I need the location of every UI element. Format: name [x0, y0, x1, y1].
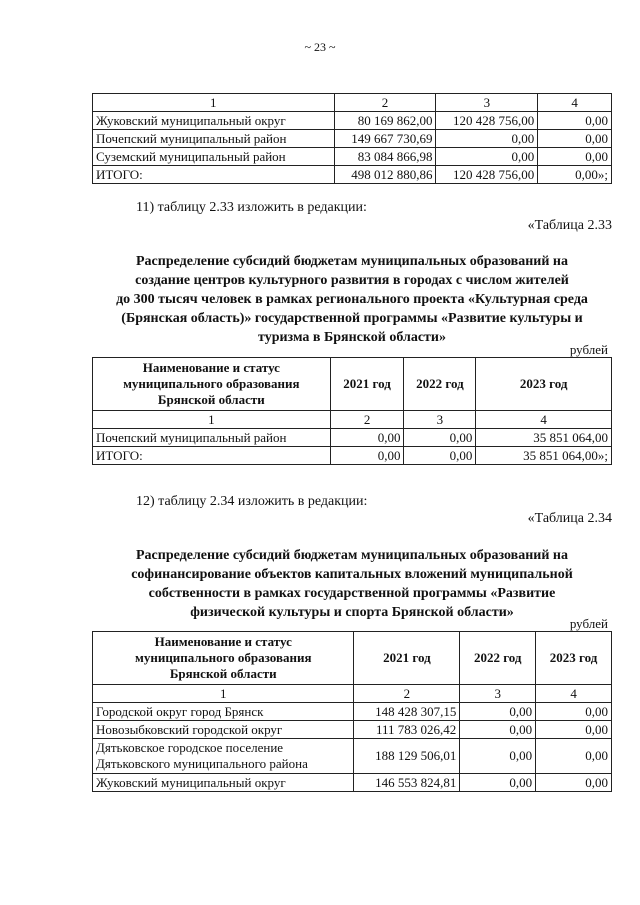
cell-name: ИТОГО: [93, 447, 331, 465]
title-line: софинансирование объектов капитальных вложений муниципальной [131, 567, 573, 582]
col-number: 1 [93, 411, 331, 429]
table-2-33 [92, 357, 612, 465]
header-2023: 2023 год [536, 632, 612, 685]
table-number-row [93, 411, 612, 429]
cell-value: 0,00 [436, 130, 538, 148]
cell-value: 0,00 [460, 721, 536, 739]
cell-value: 146 553 824,81 [354, 774, 460, 792]
table-number-row [93, 685, 612, 703]
table-total-row [93, 447, 612, 465]
table-row [93, 739, 612, 774]
cell-value: 120 428 756,00 [436, 112, 538, 130]
col-number: 3 [404, 411, 476, 429]
table-row [93, 148, 612, 166]
title-line: до 300 тысяч человек в рамках регионального проекта «Культурная среда [116, 292, 588, 307]
header-name: Наименование и статус муниципального образования Брянской области [93, 632, 354, 685]
cell-value: 0,00 [460, 774, 536, 792]
cell-name: Дятьковское городское поселение Дятьковского муниципального района [93, 739, 354, 774]
header-name: Наименование и статус муниципального образования Брянской области [93, 358, 331, 411]
cell-value: 0,00 [330, 429, 404, 447]
title-line: туризма в Брянской области» [258, 330, 446, 345]
header-2023: 2023 год [476, 358, 612, 411]
table-header-row [93, 358, 612, 411]
col-number: 1 [93, 94, 335, 112]
paragraph-item-12: 12) таблицу 2.34 изложить в редакции: [136, 494, 368, 509]
table-row [93, 130, 612, 148]
table-reference-2-34: «Таблица 2.34 [527, 511, 612, 526]
cell-value: 35 851 064,00»; [476, 447, 612, 465]
cell-value: 35 851 064,00 [476, 429, 612, 447]
title-line: физической культуры и спорта Брянской области» [190, 605, 514, 620]
cell-value: 498 012 880,86 [334, 166, 436, 184]
table-row [93, 429, 612, 447]
cell-name: Новозыбковский городской округ [93, 721, 354, 739]
cell-value: 0,00 [330, 447, 404, 465]
title-line: (Брянская область)» государственной программы «Развитие культуры и [121, 311, 583, 326]
cell-value: 0,00 [460, 703, 536, 721]
col-number: 2 [354, 685, 460, 703]
table-row [93, 703, 612, 721]
title-line: Распределение субсидий бюджетам муниципальных образований на [136, 548, 568, 563]
cell-value: 0,00 [538, 130, 612, 148]
cell-value: 0,00 [404, 429, 476, 447]
title-line: создание центров культурного развития в городах с числом жителей [135, 273, 569, 288]
title-line: собственности в рамках государственной программы «Развитие [148, 586, 556, 601]
cell-value: 83 084 866,98 [334, 148, 436, 166]
table-row [93, 721, 612, 739]
table-continuation [92, 93, 612, 184]
col-number: 2 [334, 94, 436, 112]
cell-name: Почепский муниципальный район [93, 130, 335, 148]
header-2021: 2021 год [330, 358, 404, 411]
cell-value: 0,00 [460, 739, 536, 774]
cell-value: 0,00 [404, 447, 476, 465]
cell-value: 0,00 [436, 148, 538, 166]
header-2022: 2022 год [460, 632, 536, 685]
cell-name: Жуковский муниципальный округ [93, 112, 335, 130]
table-title-2-34 [92, 546, 612, 622]
cell-name: ИТОГО: [93, 166, 335, 184]
col-number: 4 [476, 411, 612, 429]
table-total-row [93, 166, 612, 184]
unit-label: рублей [569, 342, 608, 357]
cell-value: 148 428 307,15 [354, 703, 460, 721]
col-number: 3 [460, 685, 536, 703]
table-title-2-33 [92, 252, 612, 347]
cell-value: 80 169 862,00 [334, 112, 436, 130]
cell-value: 0,00 [536, 721, 612, 739]
cell-value: 120 428 756,00 [436, 166, 538, 184]
cell-name: Суземский муниципальный район [93, 148, 335, 166]
title-line: Распределение субсидий бюджетам муниципальных образований на [136, 254, 568, 269]
page-number: ~ 23 ~ [304, 40, 336, 54]
table-header-row [93, 632, 612, 685]
cell-value: 111 783 026,42 [354, 721, 460, 739]
paragraph-item-11: 11) таблицу 2.33 изложить в редакции: [136, 200, 367, 215]
cell-name: Жуковский муниципальный округ [93, 774, 354, 792]
table-row [93, 774, 612, 792]
cell-value: 0,00»; [538, 166, 612, 184]
table-row [93, 112, 612, 130]
col-number: 2 [330, 411, 404, 429]
cell-value: 188 129 506,01 [354, 739, 460, 774]
col-number: 1 [93, 685, 354, 703]
cell-value: 0,00 [536, 703, 612, 721]
col-number: 3 [436, 94, 538, 112]
unit-label: рублей [569, 616, 608, 631]
table-reference-2-33: «Таблица 2.33 [527, 218, 612, 233]
col-number: 4 [536, 685, 612, 703]
cell-value: 0,00 [538, 148, 612, 166]
header-2022: 2022 год [404, 358, 476, 411]
table-2-34 [92, 631, 612, 792]
table-header-row [93, 94, 612, 112]
cell-name: Городской округ город Брянск [93, 703, 354, 721]
cell-name: Почепский муниципальный район [93, 429, 331, 447]
cell-value: 0,00 [538, 112, 612, 130]
cell-value: 149 667 730,69 [334, 130, 436, 148]
col-number: 4 [538, 94, 612, 112]
cell-value: 0,00 [536, 739, 612, 774]
cell-value: 0,00 [536, 774, 612, 792]
header-2021: 2021 год [354, 632, 460, 685]
